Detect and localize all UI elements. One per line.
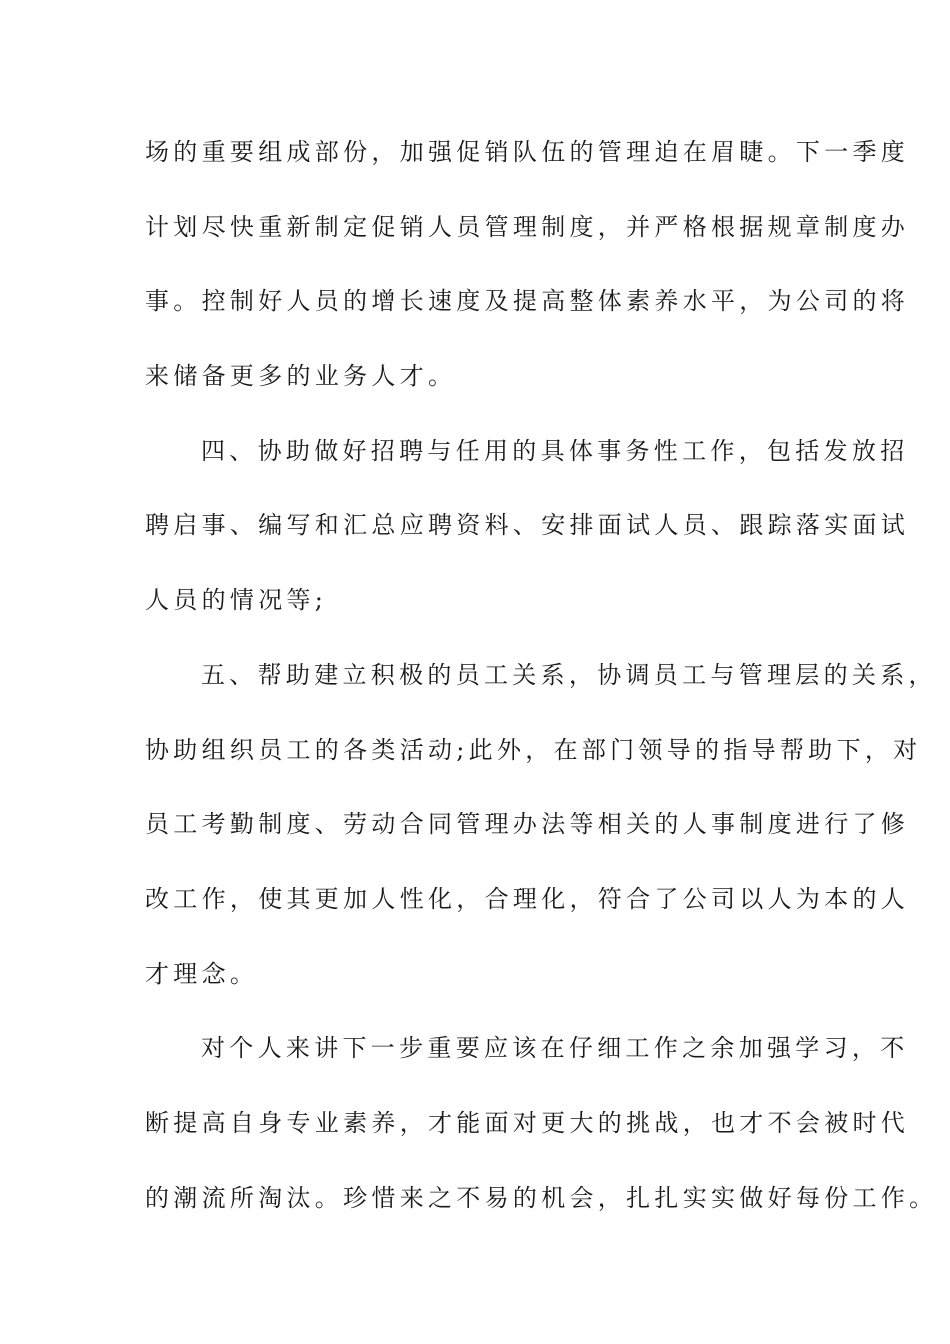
paragraph-line: 人员的情况等; bbox=[145, 586, 328, 615]
paragraph-line: 场的重要组成部份，加强促销队伍的管理迫在眉睫。下一季度 bbox=[145, 138, 910, 166]
paragraph-line: 计划尽快重新制定促销人员管理制度，并严格根据规章制度办 bbox=[145, 212, 910, 241]
paragraph-line-indented: 四、协助做好招聘与任用的具体事务性工作，包括发放招 bbox=[201, 436, 909, 465]
paragraph-line: 来储备更多的业务人才。 bbox=[145, 362, 457, 391]
paragraph-line: 协助组织员工的各类活动;此外，在部门领导的指导帮助下，对 bbox=[145, 735, 922, 764]
paragraph-line: 的潮流所淘汰。珍惜来之不易的机会，扎扎实实做好每份工作。 bbox=[145, 1183, 938, 1212]
paragraph-line: 员工考勤制度、劳动合同管理办法等相关的人事制度进行了修 bbox=[145, 810, 910, 839]
document-body bbox=[145, 126, 938, 1246]
paragraph-line: 事。控制好人员的增长速度及提高整体素养水平，为公司的将 bbox=[145, 287, 910, 316]
paragraph-line: 断提高自身专业素养，才能面对更大的挑战，也才不会被时代 bbox=[145, 1108, 910, 1137]
paragraph-line-indented: 对个人来讲下一步重要应该在仔细工作之余加强学习，不 bbox=[201, 1034, 909, 1063]
paragraph-line: 改工作，使其更加人性化，合理化，符合了公司以人为本的人 bbox=[145, 884, 910, 913]
paragraph-line: 聘启事、编写和汇总应聘资料、安排面试人员、跟踪落实面试 bbox=[145, 511, 910, 540]
paragraph-line-indented: 五、帮助建立积极的员工关系，协调员工与管理层的关系， bbox=[201, 660, 937, 689]
paragraph-line: 才理念。 bbox=[145, 959, 259, 988]
